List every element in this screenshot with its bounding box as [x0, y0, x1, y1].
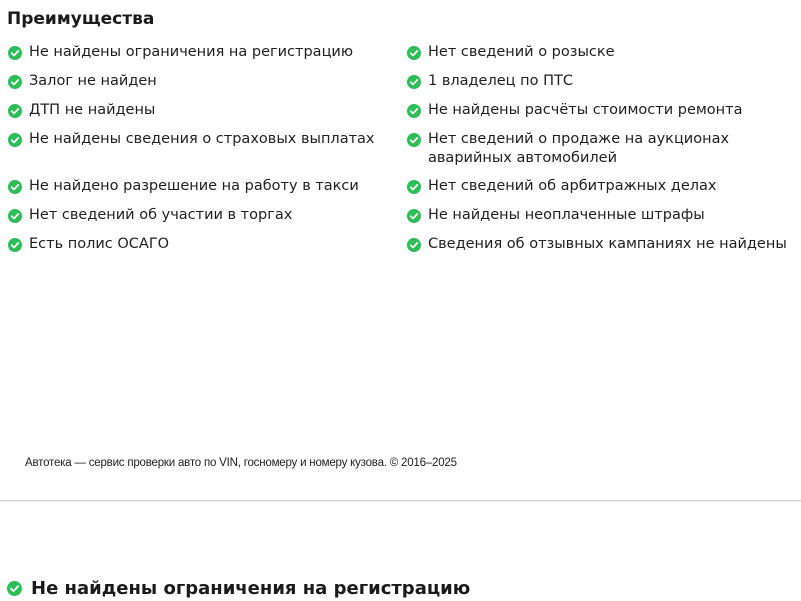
advantage-label: Нет сведений об участии в торгах	[29, 207, 293, 223]
advantage-label: Не найдено разрешение на работу в такси	[29, 178, 359, 194]
advantage-item	[407, 177, 797, 196]
check-circle-icon	[407, 46, 421, 60]
footer-copyright: Автотека — сервис проверки авто по VIN, госномеру и номеру кузова. © 2016–2025	[25, 457, 457, 469]
advantage-item	[8, 235, 398, 254]
advantage-item	[407, 235, 797, 254]
advantages-list-left	[8, 43, 398, 264]
advantage-item	[407, 206, 797, 225]
advantage-label: Нет сведений об арбитражных делах	[428, 178, 717, 194]
advantage-label: Есть полис ОСАГО	[29, 236, 170, 252]
advantage-item	[8, 43, 398, 62]
advantage-label: 1 владелец по ПТС	[428, 73, 573, 89]
advantage-item	[407, 72, 797, 91]
advantage-label: Залог не найден	[29, 73, 157, 89]
page-divider	[0, 500, 801, 501]
advantage-label: Не найдены сведения о страховых выплатах	[29, 131, 375, 147]
next-section-label: Не найдены ограничения на регистрацию	[31, 578, 471, 599]
advantage-item	[407, 43, 797, 62]
check-circle-icon	[407, 209, 421, 223]
check-circle-icon	[8, 209, 22, 223]
section-title: Преимущества	[7, 9, 155, 29]
next-section-heading	[7, 578, 470, 599]
check-circle-icon	[8, 46, 22, 60]
check-circle-icon	[407, 75, 421, 89]
check-circle-icon	[8, 133, 22, 147]
advantage-item	[8, 72, 398, 91]
advantage-item	[407, 101, 797, 120]
advantage-label: ДТП не найдены	[29, 102, 156, 118]
advantage-label: Не найдены расчёты стоимости ремонта	[428, 102, 743, 118]
advantage-label: Не найдены ограничения на регистрацию	[29, 44, 354, 60]
advantage-label: Нет сведений о розыске	[428, 44, 615, 60]
advantages-list-right	[407, 43, 797, 264]
advantage-item	[8, 101, 398, 120]
check-circle-icon	[8, 180, 22, 194]
check-circle-icon	[7, 581, 22, 596]
check-circle-icon	[407, 180, 421, 194]
advantage-label: Нет сведений о продаже на аукционах аварийных автомобилей	[428, 131, 730, 166]
check-circle-icon	[407, 133, 421, 147]
check-circle-icon	[8, 238, 22, 252]
check-circle-icon	[8, 104, 22, 118]
advantage-label: Не найдены неоплаченные штрафы	[428, 207, 705, 223]
advantage-item	[8, 206, 398, 225]
advantage-label: Сведения об отзывных кампаниях не найдены	[428, 236, 787, 252]
advantage-item	[8, 177, 398, 196]
advantage-item	[8, 130, 398, 149]
check-circle-icon	[407, 104, 421, 118]
advantage-item	[407, 130, 797, 168]
check-circle-icon	[8, 75, 22, 89]
check-circle-icon	[407, 238, 421, 252]
